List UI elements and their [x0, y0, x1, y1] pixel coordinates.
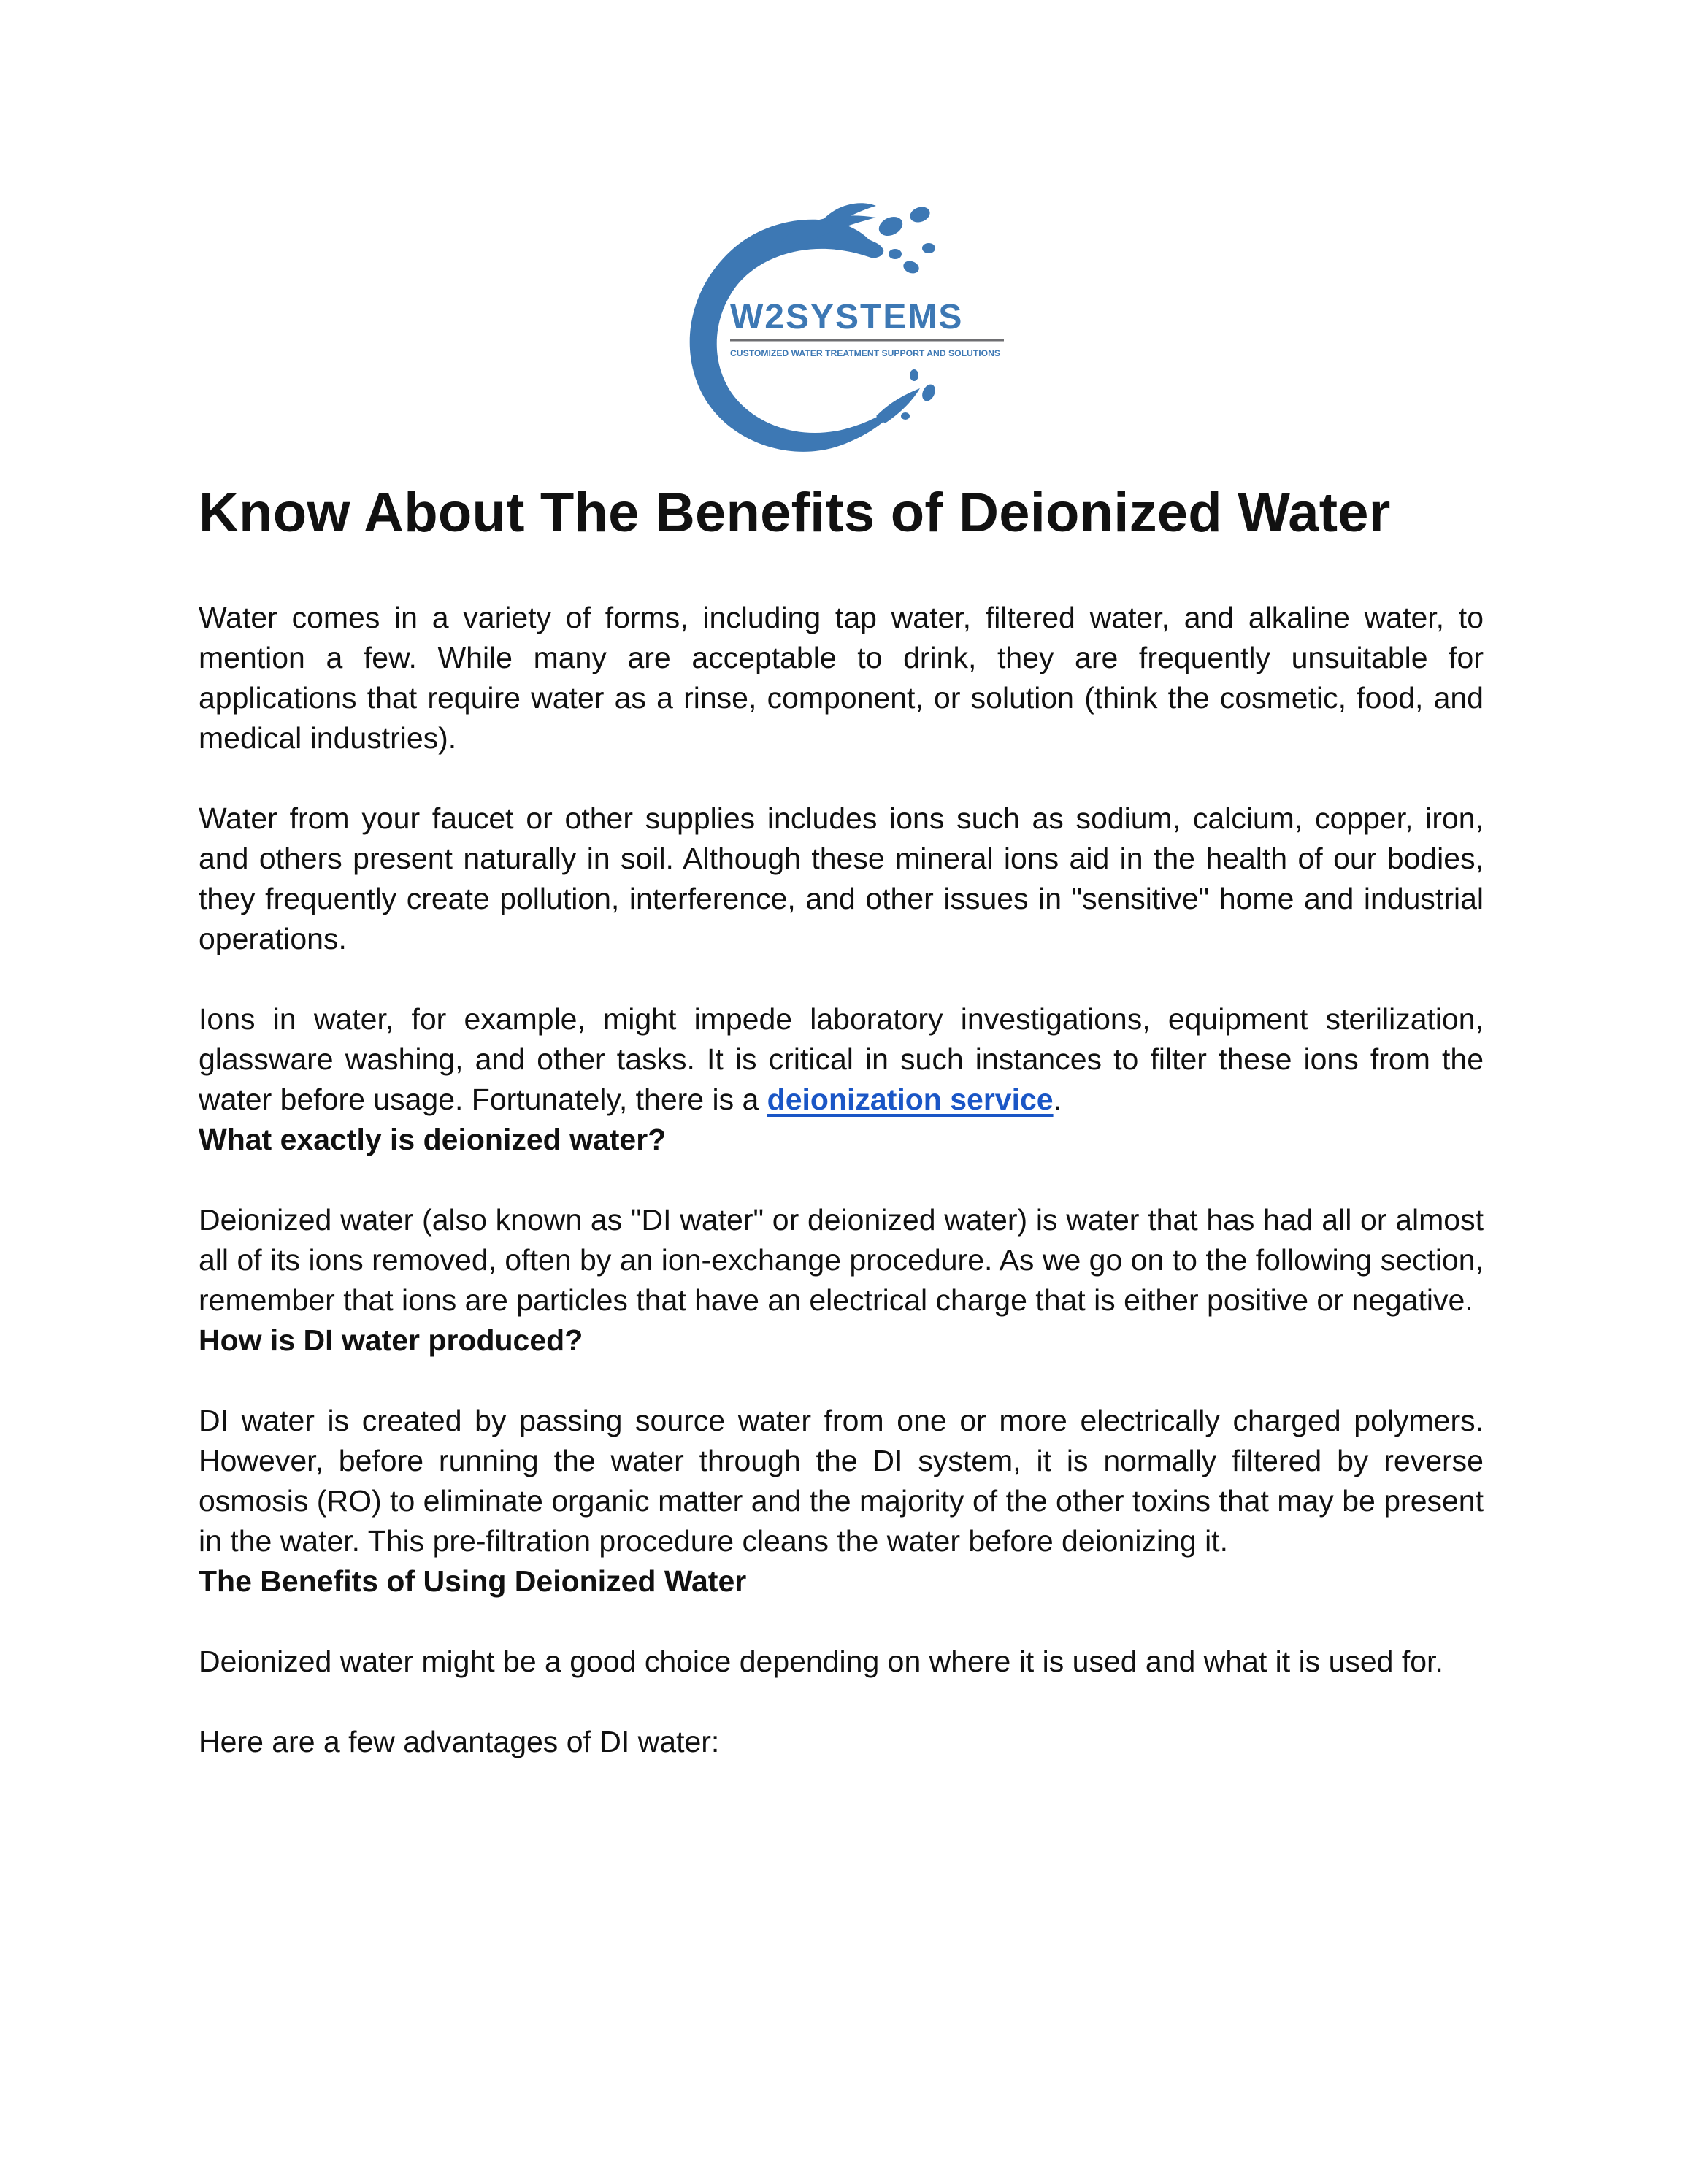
section-heading-how-produced: How is DI water produced?: [199, 1323, 583, 1357]
section-heading-what-is-di: What exactly is deionized water?: [199, 1123, 667, 1156]
production-paragraph: DI water is created by passing source water from one or more electrically charged polymers. However, before running the water through the DI system, it is normally filtered by reverse osmosis (RO) to eliminate organic matter and the majority of the other toxins that may be present in the water. This pre-filtration procedure cleans the water before deionizing it.: [199, 1404, 1484, 1558]
logo-tagline: CUSTOMIZED WATER TREATMENT SUPPORT AND SOLUTIONS: [730, 348, 1000, 358]
di-definition-paragraph: Deionized water (also known as "DI water" or deionized water) is water that has had all or almost all of its ions removed, often by an ion-exchange procedure. As we go on to the following section, remember that ions are particles that have an electrical charge that is either positive or negative.: [199, 1203, 1484, 1317]
splash-flick-shape: [876, 388, 920, 423]
water-drop-shape: [920, 382, 938, 404]
intro-paragraph: Water comes in a variety of forms, including tap water, filtered water, and alkaline water, to mention a few. While many are acceptable to drink, they are frequently unsuitable for applications that require water as a rinse, component, or solution (think the cosmetic, food, and medical industries).: [199, 601, 1484, 755]
water-drop-shape: [908, 204, 932, 225]
deionization-paragraph-text: Ions in water, for example, might impede laboratory investigations, equipment sterilization, glassware washing, and other tasks. It is critical in such instances to filter these ions from the water before usage. Fortunately, there is a: [199, 1002, 1484, 1116]
deionization-paragraph-end: .: [1053, 1083, 1062, 1116]
deionization-service-link[interactable]: deionization service: [767, 1083, 1054, 1116]
ions-paragraph: Water from your faucet or other supplies includes ions such as sodium, calcium, copper, iron, and others present naturally in soil. Although these mineral ions aid in the health of our bodies, they frequently create pollution, interference, and other issues in "sensitive" home and industrial operations.: [199, 801, 1484, 956]
water-drop-shape: [889, 249, 902, 259]
water-drop-shape: [910, 369, 918, 381]
benefits-intro-paragraph: Deionized water might be a good choice depending on where it is used and what it is used for.: [199, 1645, 1443, 1678]
page-title: Know About The Benefits of Deionized Water: [199, 482, 1391, 544]
water-drop-shape: [901, 412, 910, 420]
logo-wordmark: W2SYSTEMS: [730, 298, 964, 337]
advantages-lead-paragraph: Here are a few advantages of DI water:: [199, 1725, 720, 1758]
water-drop-shape: [922, 243, 935, 253]
water-drop-shape: [902, 259, 921, 276]
water-splash-logo-graphic: [657, 197, 1037, 467]
section-heading-benefits: The Benefits of Using Deionized Water: [199, 1564, 747, 1598]
document-body: [199, 478, 1484, 1762]
water-drop-shape: [876, 213, 906, 239]
deionization-paragraph: [199, 999, 1484, 1120]
w2systems-logo: [657, 197, 1037, 467]
